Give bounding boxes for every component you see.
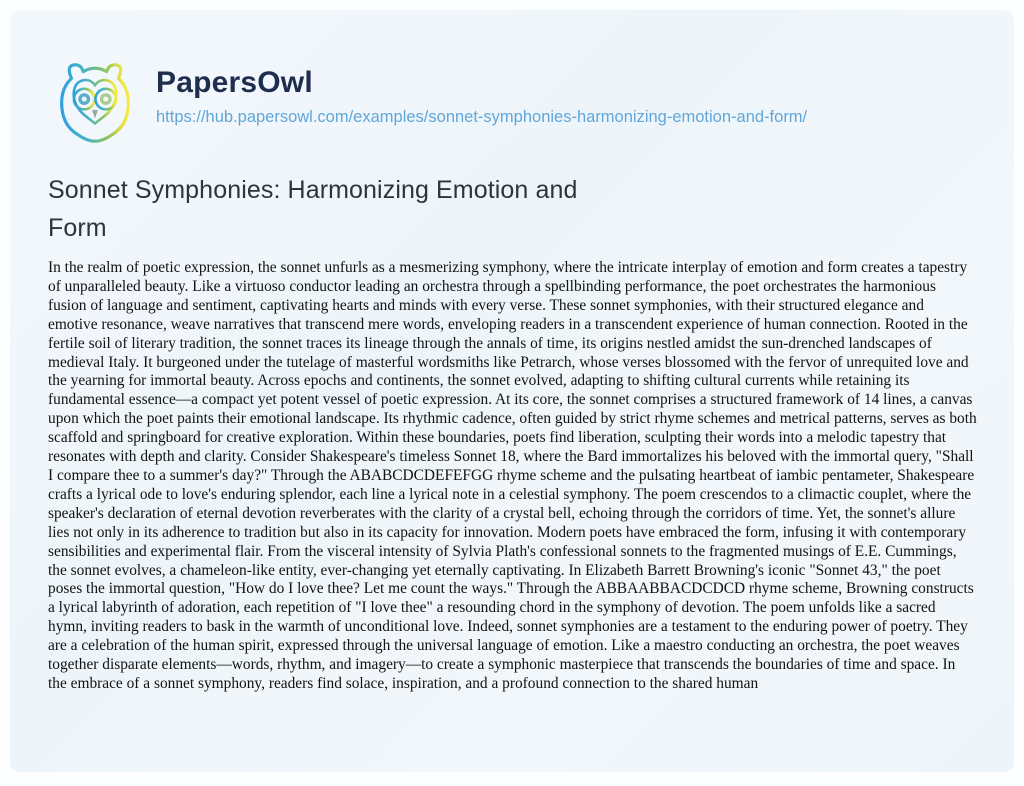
article-body-text: In the realm of poetic expression, the sonnet unfurls as a mesmerizing symphony, where the intricate interplay of emotion and form creates a tapestry of unparalleled beauty. Like a virtuoso conductor leading an orchestra through a spellbinding performance, the poet orchestrates the harmonious fusion of language and sentiment, captivating hearts and minds with every verse. These sonnet symphonies, with their structured elegance and emotive resonance, weave narratives that transcend mere words, enveloping readers in a transcendent experience of human connection. Rooted in the fertile soil of literary tradition, the sonnet traces its lineage through the annals of time, its origins nestled amidst the sun-drenched landscapes of medieval Italy. It burgeoned under the tutelage of masterful wordsmiths like Petrarch, whose verses blossomed with the fervor of unrequited love and the yearning for immortal beauty. Across epochs and continents, the sonnet evolved, adapting to shifting cultural currents while retaining its fundamental essence—a compact yet potent vessel of poetic expression. At its core, the sonnet comprises a structured framework of 14 lines, a canvas upon which the poet paints their emotional landscape. Its rhythmic cadence, often guided by strict rhyme schemes and metrical patterns, serves as both scaffold and springboard for creative exploration. Within these boundaries, poets find liberation, sculpting their words into a melodic tapestry that resonates with depth and clarity. Consider Shakespeare's timeless Sonnet 18, where the Bard immortalizes his beloved with the immortal query, "Shall I compare thee to a summer's day?" Through the ABABCDCDEFEFGG rhyme scheme and the pulsating heartbeat of iambic pentameter, Shakespeare crafts a lyrical ode to love's enduring splendor, each line a lyrical note in a celestial symphony. The poem crescendos to a climactic couplet, where the speaker's declaration of eternal devotion reverberates with the clarity of a crystal bell, echoing through the corridors of time. Yet, the sonnet's allure lies not only in its adherence to tradition but also in its capacity for innovation. Modern poets have embraced the form, infusing it with contemporary sensibilities and experimental flair. From the visceral intensity of Sylvia Plath's confessional sonnets to the fragmented musings of E.E. Cummings, the sonnet evolves, a chameleon-like entity, ever-changing yet eternally captivating. In Elizabeth Barrett Browning's iconic "Sonnet 43," the poet poses the immortal question, "How do I love thee? Let me count the ways." Through the ABBAABBACDCDCD rhyme scheme, Browning constructs a lyrical labyrinth of adoration, each repetition of "I love thee" a resounding chord in the symphony of devotion. The poem unfolds like a sacred hymn, inviting readers to bask in the warmth of unconditional love. Indeed, sonnet symphonies are a testament to the enduring power of poetry. They are a celebration of the human spirit, expressed through the universal language of emotion. Like a maestro conducting an orchestra, the poet weaves together disparate elements—words, rhythm, and imagery—to create a symphonic masterpiece that transcends the boundaries of time and space. In the embrace of a sonnet symphony, readers find solace, inspiration, and a profound connection to the shared human <box>48 259 977 692</box>
papersowl-owl-icon <box>44 54 146 152</box>
brand-name: PapersOwl <box>156 66 313 99</box>
brand-block <box>156 54 807 127</box>
article-title-line2: Form <box>48 214 107 242</box>
source-url-link[interactable]: https://hub.papersowl.com/examples/sonnet-symphonies-harmonizing-emotion-and-form/ <box>156 108 808 126</box>
article-title <box>48 171 748 247</box>
site-header <box>44 54 807 152</box>
article-title-line1: Sonnet Symphonies: Harmonizing Emotion and <box>48 176 578 204</box>
